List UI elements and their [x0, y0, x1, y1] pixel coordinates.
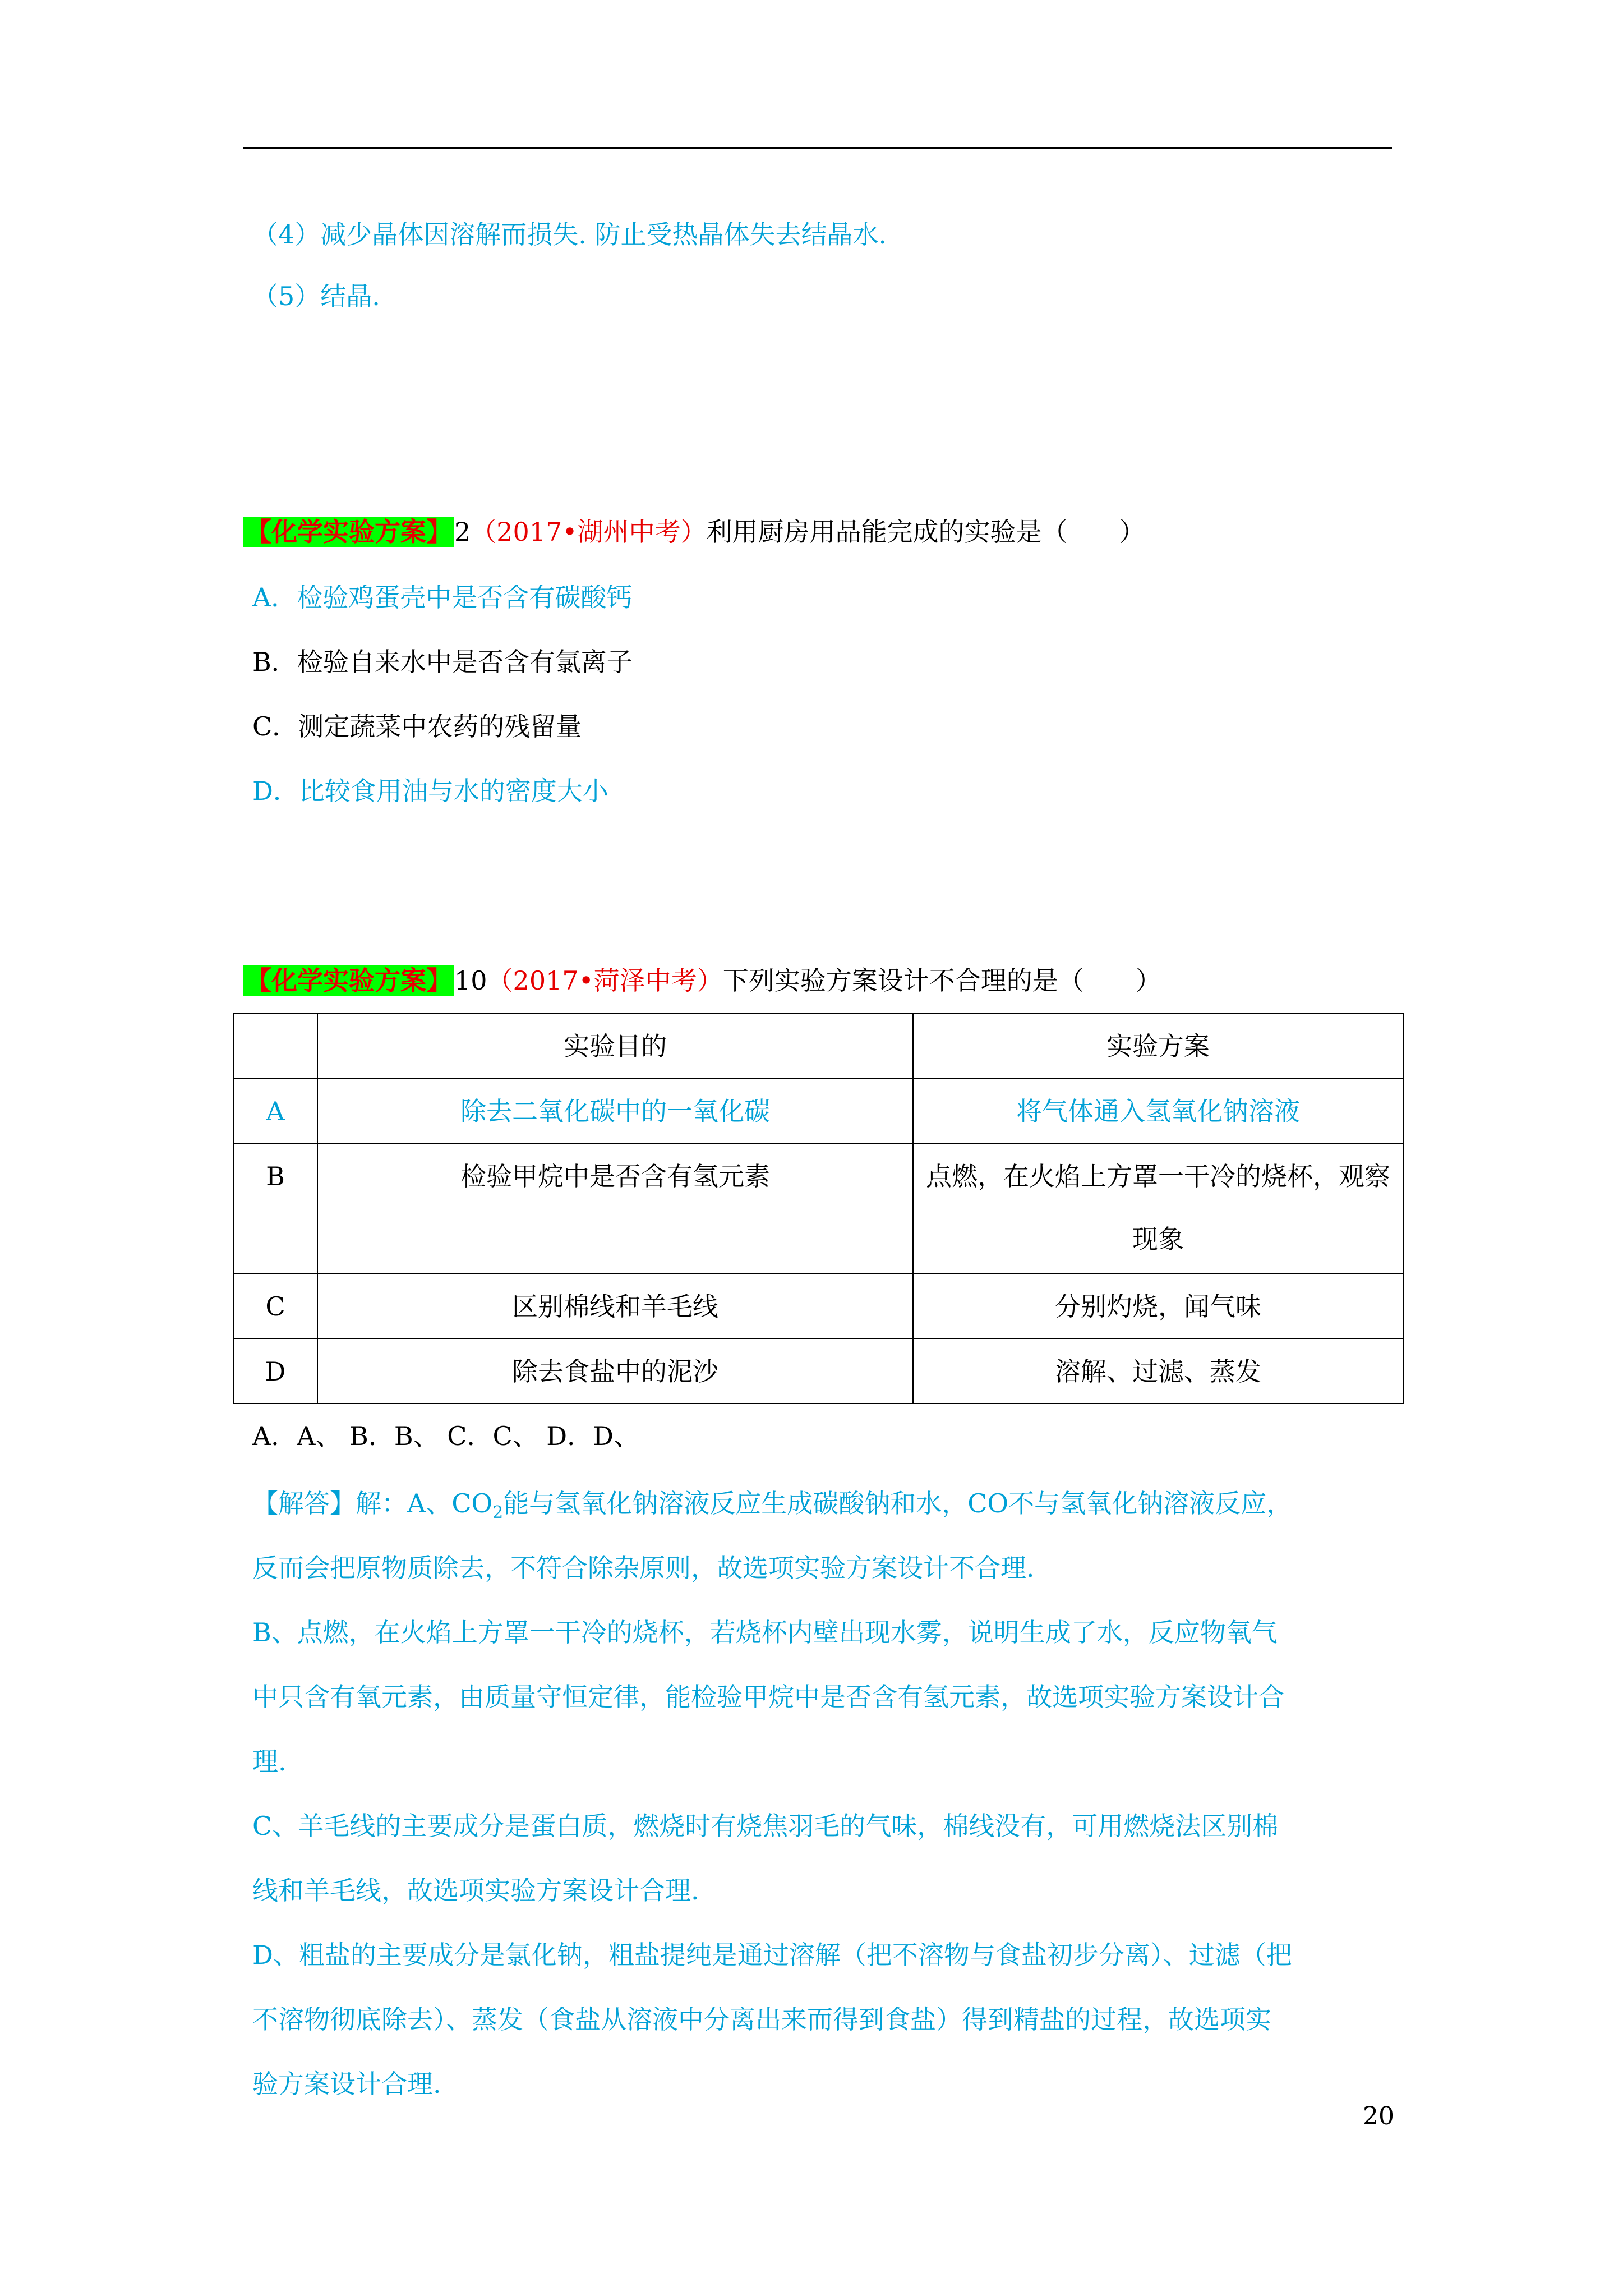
q1-option-c: C．测定蔬菜中农药的残留量 — [252, 711, 582, 742]
table-row — [233, 1273, 1403, 1338]
answer-line: B、点燃，在火焰上方罩一干冷的烧杯，若烧杯内壁出现水雾，说明生成了水，反应物氧气 — [252, 1617, 1278, 1648]
table-cell: 将气体通入氢氧化钠溶液 — [913, 1078, 1403, 1143]
table-cell: A — [233, 1078, 317, 1143]
table-cell: B — [233, 1143, 317, 1273]
q1-number: 2 — [454, 517, 471, 547]
q1-option-a: A．检验鸡蛋壳中是否含有碳酸钙 — [252, 582, 633, 613]
answer-line: 验方案设计合理. — [252, 2069, 441, 2099]
table-cell: 分别灼烧，闻气味 — [913, 1273, 1403, 1338]
answer-line: D、粗盐的主要成分是氯化钠，粗盐提纯是通过溶解（把不溶物与食盐初步分离）、过滤（把 — [252, 1940, 1292, 1970]
table-row — [233, 1338, 1403, 1404]
q1-option-b: B．检验自来水中是否含有氯离子 — [252, 647, 633, 677]
answer-line: 理. — [252, 1746, 287, 1777]
q1-heading — [243, 515, 1145, 549]
table-header-cell — [233, 1013, 317, 1078]
table-header-row — [233, 1013, 1403, 1078]
experiment-table — [233, 1013, 1404, 1404]
answer-line-1: 【解答】解：A、$CO_2$能与氢氧化钠溶液反应生成碳酸钠和水，CO不与氢氧化钠溶液反应， — [252, 1488, 1293, 1522]
q2-tag: 【化学实验方案】 — [243, 965, 454, 996]
table-header-cell: 实验目的 — [317, 1013, 913, 1078]
q2-heading — [243, 964, 1161, 997]
table-cell: C — [233, 1273, 317, 1338]
table-cell: 除去食盐中的泥沙 — [317, 1338, 913, 1404]
q2-stem: 下列实验方案设计不合理的是（ ） — [722, 965, 1161, 996]
table-cell: 区别棉线和羊毛线 — [317, 1273, 913, 1338]
answer-label: 【解答】 — [252, 1488, 356, 1519]
header-rule — [243, 147, 1392, 149]
prev-answer-4: （4）减少晶体因溶解而损失. 防止受热晶体失去结晶水. — [252, 219, 887, 250]
q2-number: 10 — [454, 965, 487, 996]
q1-stem: 利用厨房用品能完成的实验是（ ） — [706, 517, 1145, 547]
table-cell: 检验甲烷中是否含有氢元素 — [317, 1143, 913, 1273]
answer-line: 反而会把原物质除去，不符合除杂原则，故选项实验方案设计不合理. — [252, 1553, 1035, 1583]
q1-tag: 【化学实验方案】 — [243, 517, 454, 547]
q2-source: （2017•菏泽中考） — [487, 965, 723, 996]
table-cell: 溶解、过滤、蒸发 — [913, 1338, 1403, 1404]
q1-option-d: D．比较食用油与水的密度大小 — [252, 776, 608, 806]
q1-source: （2017•湖州中考） — [471, 517, 707, 547]
table-cell: 点燃，在火焰上方罩一干冷的烧杯，观察现象 — [913, 1143, 1403, 1273]
table-row — [233, 1143, 1403, 1273]
answer-line: C、羊毛线的主要成分是蛋白质，燃烧时有烧焦羽毛的气味，棉线没有，可用燃烧法区别棉 — [252, 1811, 1279, 1841]
page-number: 20 — [1363, 2102, 1394, 2131]
table-row — [233, 1078, 1403, 1143]
table-cell: 除去二氧化碳中的一氧化碳 — [317, 1078, 913, 1143]
answer-line: 中只含有氧元素，由质量守恒定律，能检验甲烷中是否含有氢元素，故选项实验方案设计合 — [252, 1682, 1284, 1712]
q2-choices: A．A、 B．B、 C．C、 D．D、 — [252, 1421, 640, 1451]
answer-line: 不溶物彻底除去）、蒸发（食盐从溶液中分离出来而得到食盐）得到精盐的过程，故选项实 — [252, 2004, 1271, 2035]
prev-answer-5: （5）结晶. — [252, 281, 380, 311]
table-header-cell: 实验方案 — [913, 1013, 1403, 1078]
answer-line: 线和羊毛线，故选项实验方案设计合理. — [252, 1875, 699, 1906]
table-cell: D — [233, 1338, 317, 1404]
